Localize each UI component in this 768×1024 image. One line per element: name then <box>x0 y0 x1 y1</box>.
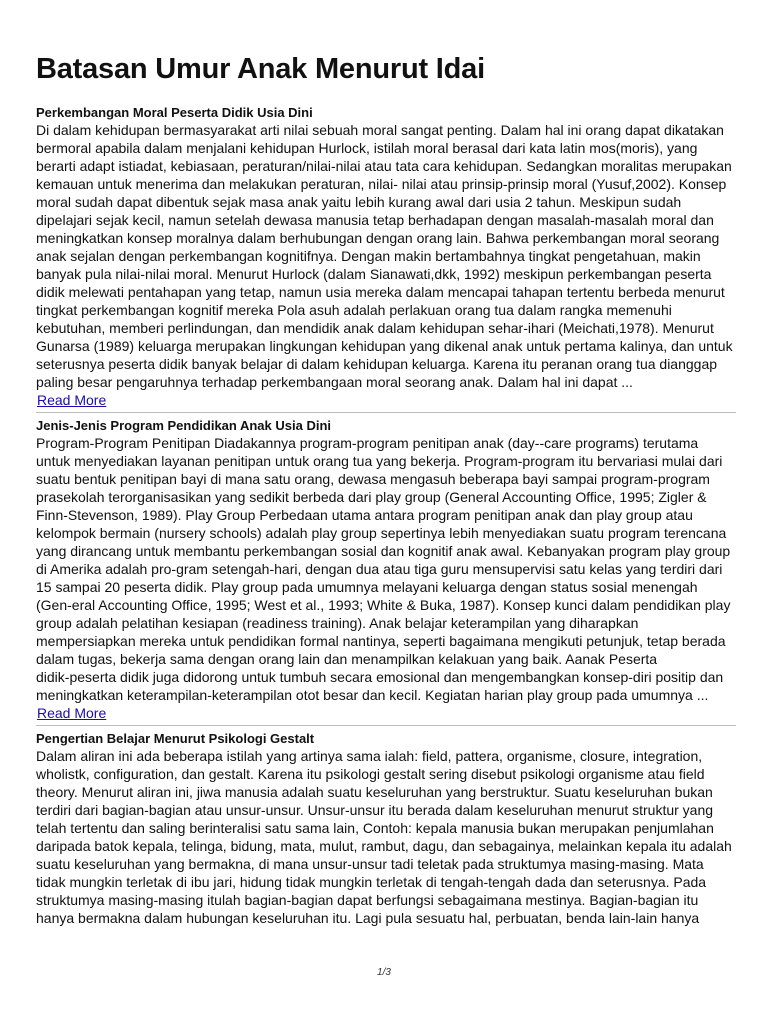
read-more-link[interactable]: Read More <box>37 392 107 408</box>
article-early-childhood-programs <box>36 417 734 723</box>
article-heading: Perkembangan Moral Peserta Didik Usia Dini <box>36 105 313 120</box>
document-page <box>36 52 734 927</box>
article-divider <box>36 725 736 726</box>
article-heading: Jenis-Jenis Program Pendidikan Anak Usia Dini <box>36 418 332 433</box>
article-body: Program-Program Penitipan Diadakannya program-program penitipan anak (day--care programs) terutama untuk menyediakan layanan penitipan untuk orang tua yang bekerja. Program-program itu bervariasi mulai dari suatu bentuk penitipan bayi di mana satu orang, dewasa mengasuh beberapa bayi sampai program-program prasekolah terorganisasikan yang sedikit berbeda dari play group (General Accounting Office, 1995; Zigler & Finn-Stevenson, 1989). Play Group Perbedaan utama antara program penitipan anak dan play group atau kelompok bermain (nursery schools) adalah play group sepertinya lebih menyediakan suatu program terencana yang dirancang untuk membantu perkembangan sosial dan kognitif anak awal. Kebanyakan program play group di Amerika adalah pro-gram setengah-hari, dengan dua atau tiga guru mensupervisi satu kelas yang terdiri dari 15 sampai 20 peserta didik. Play group pada umumnya melayani keluarga dengan status sosial menengah (Gen-eral Accounting Office, 1995; West et al., 1993; White & Buka, 1987). Konsep kunci dalam pendidikan play group adalah pelatihan kesiapan (readiness training). Anak belajar keterampilan yang diharapkan mempersiapkan mereka untuk pendidikan formal nantinya, seperti bagaimana mengikuti petunjuk, tetap berada dalam tugas, bekerja sama dengan orang lain dan menampilkan kelakuan yang baik. Aanak Peserta didik-peserta didik juga didorong untuk tumbuh secara emosional dan mengembangkan konsep-diri positip dan meningkatkan keterampilan-keterampilan otot besar dan kecil. Kegiatan harian play group pada umumnya ... <box>36 435 731 703</box>
article-body: Di dalam kehidupan bermasyarakat arti nilai sebuah moral sangat penting. Dalam hal ini orang dapat dikatakan bermoral apabila dalam menjalani kehidupan Hurlock, istilah moral berasal dari kata latin mos(moris), yang berarti adapt istiadat, kebiasaan, peraturan/nilai-nilai atau tata cara kehidupan. Sedangkan moralitas merupakan kemauan untuk menerima dan melakukan peraturan, nilai- nilai atau prinsip-prinsip moral (Yusuf,2002). Konsep moral sudah dapat dibentuk sejak masa anak yaitu lebih kurang awal dari usia 2 tahun. Meskipun sudah dipelajari sejak kecil, namun setelah dewasa manusia tetap berhadapan dengan masalah-masalah moral dan meningkatkan konsep moralnya dalam berhubungan dengan orang lain. Bahwa perkembangan moral seorang anak sejalan dengan perkembangan kognitifnya. Dengan makin bertambahnya tingkat pengetahuan, makin banyak pula nilai-nilai moral. Menurut Hurlock (dalam Sianawati,dkk, 1992) meskipun perkembangan peserta didik melewati pentahapan yang tetap, namun usia mereka dalam mencapai tahapan tertentu berbeda menurut tingkat perkembangan kognitif mereka Pola asuh adalah perlakuan orang tua dalam rangka memenuhi kebutuhan, memberi perlindungan, dan mendidik anak dalam kehidupan sehar-ihari (Meichati,1978). Menurut Gunarsa (1989) keluarga merupakan lingkungan kehidupan yang dikenal anak untuk pertama kalinya, dan untuk seterusnya peserta didik banyak belajar di dalam kehidupan keluarga. Karena itu peranan orang tua dianggap paling besar pengaruhnya terhadap perkembangaan moral seorang anak. Dalam hal ini dapat ... <box>36 122 733 390</box>
article-moral-development <box>36 104 734 410</box>
page-number: 1/3 <box>377 967 391 978</box>
article-heading: Pengertian Belajar Menurut Psikologi Gestalt <box>36 731 315 746</box>
article-gestalt-learning <box>36 730 734 927</box>
page-title: Batasan Umur Anak Menurut Idai <box>36 53 485 85</box>
article-body: Dalam aliran ini ada beberapa istilah yang artinya sama ialah: field, pattera, organisme, closure, integration, wholistk, configuration, dan gestalt. Karena itu psikologi gestalt sering disebut psikologi organisme atau field theory. Menurut aliran ini, jiwa manusia adalah suatu keseluruhan yang berstruktur. Suatu keseluruhan bukan terdiri dari bagian-bagian atau unsur-unsur. Unsur-unsur itu berada dalam keseluruhan menurut struktur yang telah tertentu dan saling berinteralisi satu sama lain, Contoh: kepala manusia bukan merupakan penjumlahan daripada batok kepala, telinga, bidung, mata, mulut, rambut, dagu, dan sebagainya, melainkan kepala itu adalah suatu keseluruhan yang bermakna, di mana unsur-unsur tadi teletak pada struktumya masing-masing. Mata tidak mungkin terletak di ibu jari, hidung tidak mungkin terletak di tengah-tengah dada dan seterusnya. Pada struktumya masing-masing itulah bagian-bagian dapat berfungsi sebagaimana mestinya. Bagian-bagian itu hanya bermakna dalam hubungan keseluruhan itu. Lagi pula sesuatu hal, perbuatan, benda lain-lain hanya <box>36 748 732 926</box>
read-more-link[interactable]: Read More <box>37 705 107 721</box>
article-divider <box>36 412 736 413</box>
